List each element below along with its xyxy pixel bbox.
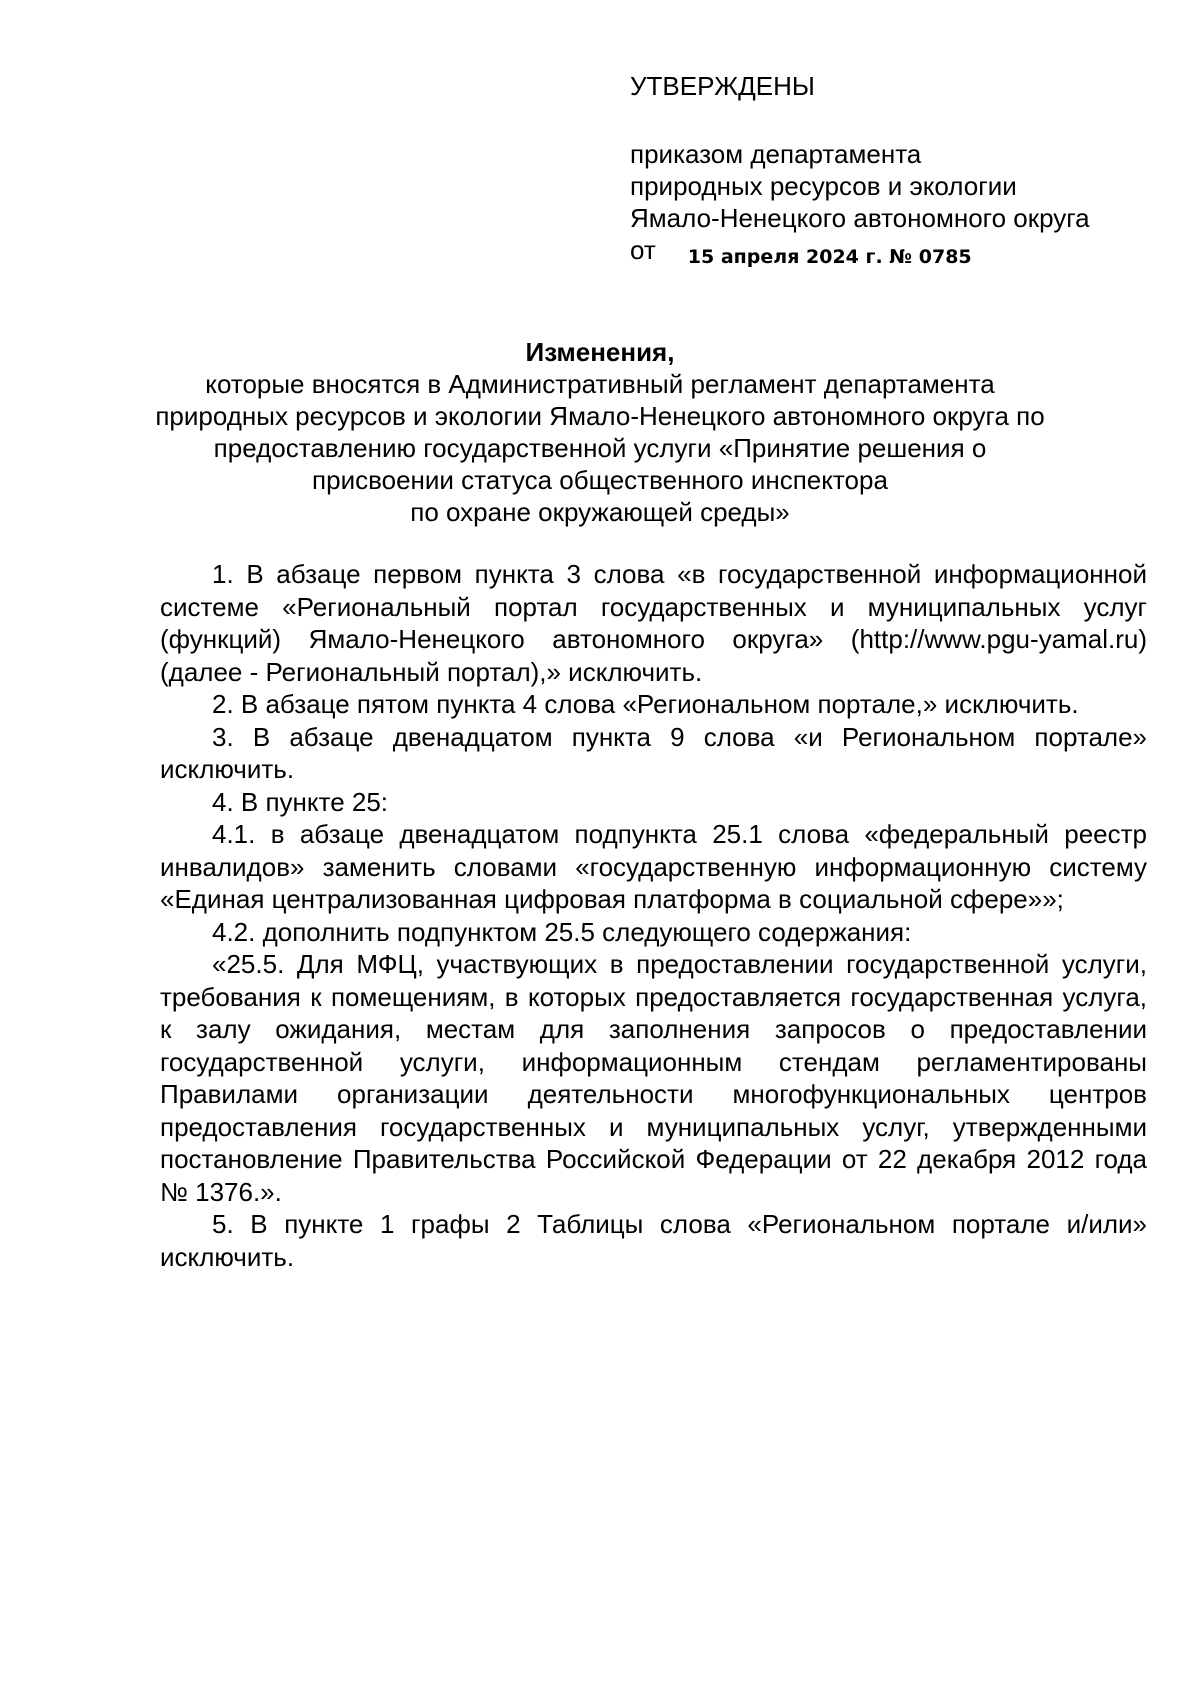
approval-date-line [630,234,1150,269]
approval-order-line: приказом департамента [630,139,922,169]
amendment-item: 3. В абзаце двенадцатом пункта 9 слова «и Региональном портале» исключить. [160,721,1147,784]
heading-line: по охране окружающей среды» [410,497,790,527]
approval-order-line: природных ресурсов и экологии [630,171,1017,201]
document-body [160,558,1147,1273]
document-heading [150,336,1050,528]
approval-date-value: 15 апреля 2024 г. № 0785 [687,246,972,268]
heading-line: предоставлению государственной услуги «Принятие решения о [213,433,987,463]
heading-line: которые вносятся в Административный регламент департамента [205,369,995,399]
amendment-item: 5. В пункте 1 графы 2 Таблицы слова «Региональном портале и/или» исключить. [160,1209,1147,1272]
amendment-item: 4.1. в абзаце двенадцатом подпункта 25.1 слова «федеральный реестр инвалидов» заменить словами «государственную информационную систему «Единая централизованная цифровая платформа в социальной сфере»»; [160,819,1147,914]
amendment-item: 4. В пункте 25: [212,786,389,817]
approval-date-prefix: от [630,235,656,265]
amendment-item: «25.5. Для МФЦ, участвующих в предоставлении государственной услуги, требования к помещениям, в которых предоставляется государственная услуга, к залу ожидания, местам для заполнения запросов о предоставлении государственной услуги, информационным стендам регламентированы Правилами организации деятельности многофункциональных центров предоставления государственных и муниципальных услуг, утвержденными постановление Правительства Российской Федерации от 22 декабря 2012 года № 1376.». [160,949,1147,1207]
approval-title: УТВЕРЖДЕНЫ [630,71,815,101]
heading-title: Изменения, [525,337,675,367]
heading-line: присвоении статуса общественного инспектора [312,465,888,495]
approval-order-line: Ямало-Ненецкого автономного округа [630,203,1090,233]
amendment-item: 4.2. дополнить подпунктом 25.5 следующего содержания: [212,916,912,947]
heading-line: природных ресурсов и экологии Ямало-Ненецкого автономного округа по [155,401,1045,431]
approval-stamp [630,70,1150,269]
amendment-item: 2. В абзаце пятом пункта 4 слова «Региональном портале,» исключить. [212,689,1079,719]
amendment-item: 1. В абзаце первом пункта 3 слова «в государственной информационной системе «Региональный портал государственных и муниципальных услуг (функций) Ямало-Ненецкого автономного округа» (http://www.pgu-yamal.ru) (далее - Региональный портал),» исключить. [160,559,1147,687]
